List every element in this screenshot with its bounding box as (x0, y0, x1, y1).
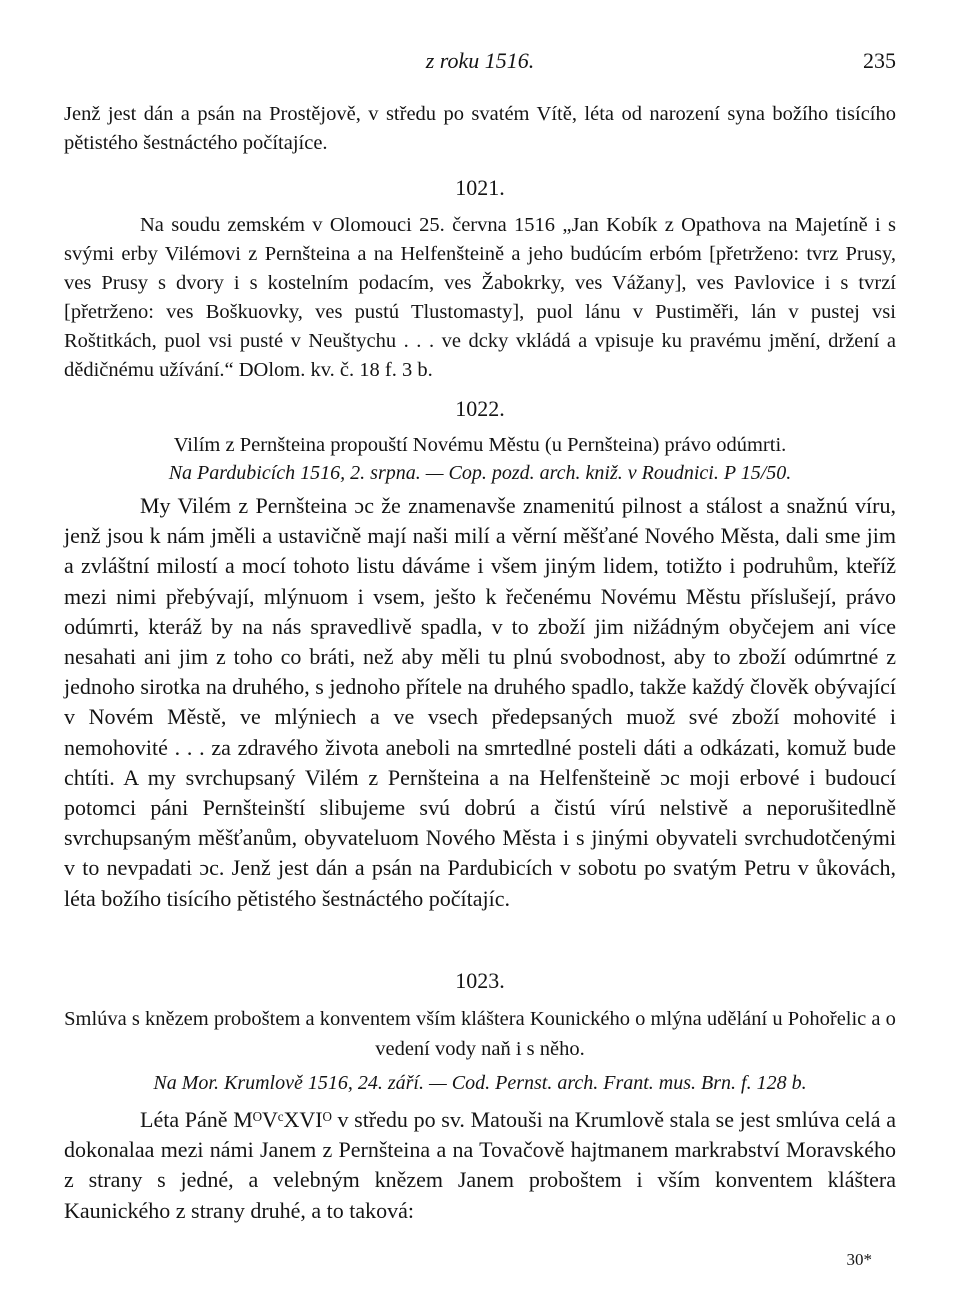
running-head: z roku 1516. (425, 48, 535, 73)
signature-mark: 30* (846, 1250, 872, 1269)
entry-text: Na soudu zemském v Olomouci 25. června 1516 „Jan Kobík z Opathova na Majetíně i s svými erby Vilémovi z Pernšteina a na Helfenšteině a jeho budúcím erbóm [přetrženo: tvrz Prusy, ves Prusy s dvory i s kostelním podacím, ves Žabokrky, ves Vážany], ves Pavlovice i s tvrzí [přetrženo: ves Boškuovky, ves pustú Tlustomasty], puol lánu v Pustiměři, lán v pustej vsi Roštitkách, puol vsi pusté v Neuštychu . . . ve dcky vkládá a vpisuje ku pravému jmění, držení a dědičnému užívání.“ DOlom. kv. č. 18 f. 3 b. (64, 214, 896, 381)
entry-1023 (64, 968, 896, 1226)
intro-paragraph: Jenž jest dán a psán na Prostějově, v středu po svatém Vítě, léta od narození syna božího tisícího pětistého šestnáctého počítajíce. (64, 103, 896, 154)
entry-number: 1021. (455, 175, 505, 200)
page-header (64, 48, 896, 84)
entry-number: 1023. (455, 968, 505, 993)
entry-1022 (64, 396, 896, 914)
intro-block (64, 100, 896, 158)
entry-summary: Vilím z Pernšteina propouští Novému Městu (u Pernšteina) právo odúmrti. (173, 434, 787, 456)
entry-source: Na Mor. Krumlově 1516, 24. září. — Cod. Pernst. arch. Frant. mus. Brn. f. 128 b. (153, 1072, 807, 1094)
entry-source: Na Pardubicích 1516, 2. srpna. — Cop. pozd. arch. kniž. v Roudnici. P 15/50. (168, 462, 792, 484)
entry-summary: Smlúva s knězem proboštem a konventem vším kláštera Kounického o mlýna udělání u Pohořelic a o vedení vody naň i s něho. (64, 1008, 896, 1060)
entry-text: Léta Páně MᴼVᶜXVIᴼ v středu po sv. Matouši na Krumlově stala se jest smlúva celá a dokonalaa mezi námi Janem z Pernšteina a na Tovačově hajtmanem markrabství Moravského z strany s jedné, a velebným knězem Janem proboštem i vším konventem kláštera Kaunického z strany druhé, a to taková: (64, 1107, 896, 1223)
entry-1021 (64, 175, 896, 385)
entry-number: 1022. (455, 396, 505, 421)
page-number: 235 (863, 48, 896, 73)
entry-text: My Vilém z Pernšteina ɔc že znamenavše znamenitú pilnost a stálost a snažnú víru, jenž jsou k nám jměli a ustavičně mají naši milí a věrní měšťané Nového Města, dali sme jim a zvláštní milostí a mocí tohoto listu dáváme i všem jiným lidem, totižto i podruhům, kteříž mezi nimi přebývají, mlýnuom i vsem, ješto k řečenému Novému Městu příslušejí, právo odúmrti, kteráž by na nás spravedlivě spadla, v to zboží jim nižádným obyčejem ani více nesahati ani jim z toho co bráti, než aby měli tu plnú svobodnost, aby to zboží odúmrtné z jednoho sirotka na druhého, s jednoho přítele na druhého spadlo, takže každý člověk obývající v Novém Městě, ve mlýniech a ve vsech předepsaných muož své zboží mohovité i nemohovité . . . za zdravého života aneboli na smrtedlné posteli dáti a odkázati, komuž bude chtíti. A my svrchupsaný Vilém z Pernšteina a na Helfenšteině ɔc moji erbové i budoucí potomci páni Pernšteinští slibujeme svú dobrú a čistú vírú nelstivě a neporušitedlně svrchupsaným měšťanům, obyvateluom Nového Města i s jinými obyvateli svrchudotčenými v to nevpadati ɔc. Jenž jest dán a psán na Pardubicích v sobotu po svatým Petru v ůkovách, léta božího tisícího pětistého šestnáctého počítajíc. (64, 493, 896, 911)
